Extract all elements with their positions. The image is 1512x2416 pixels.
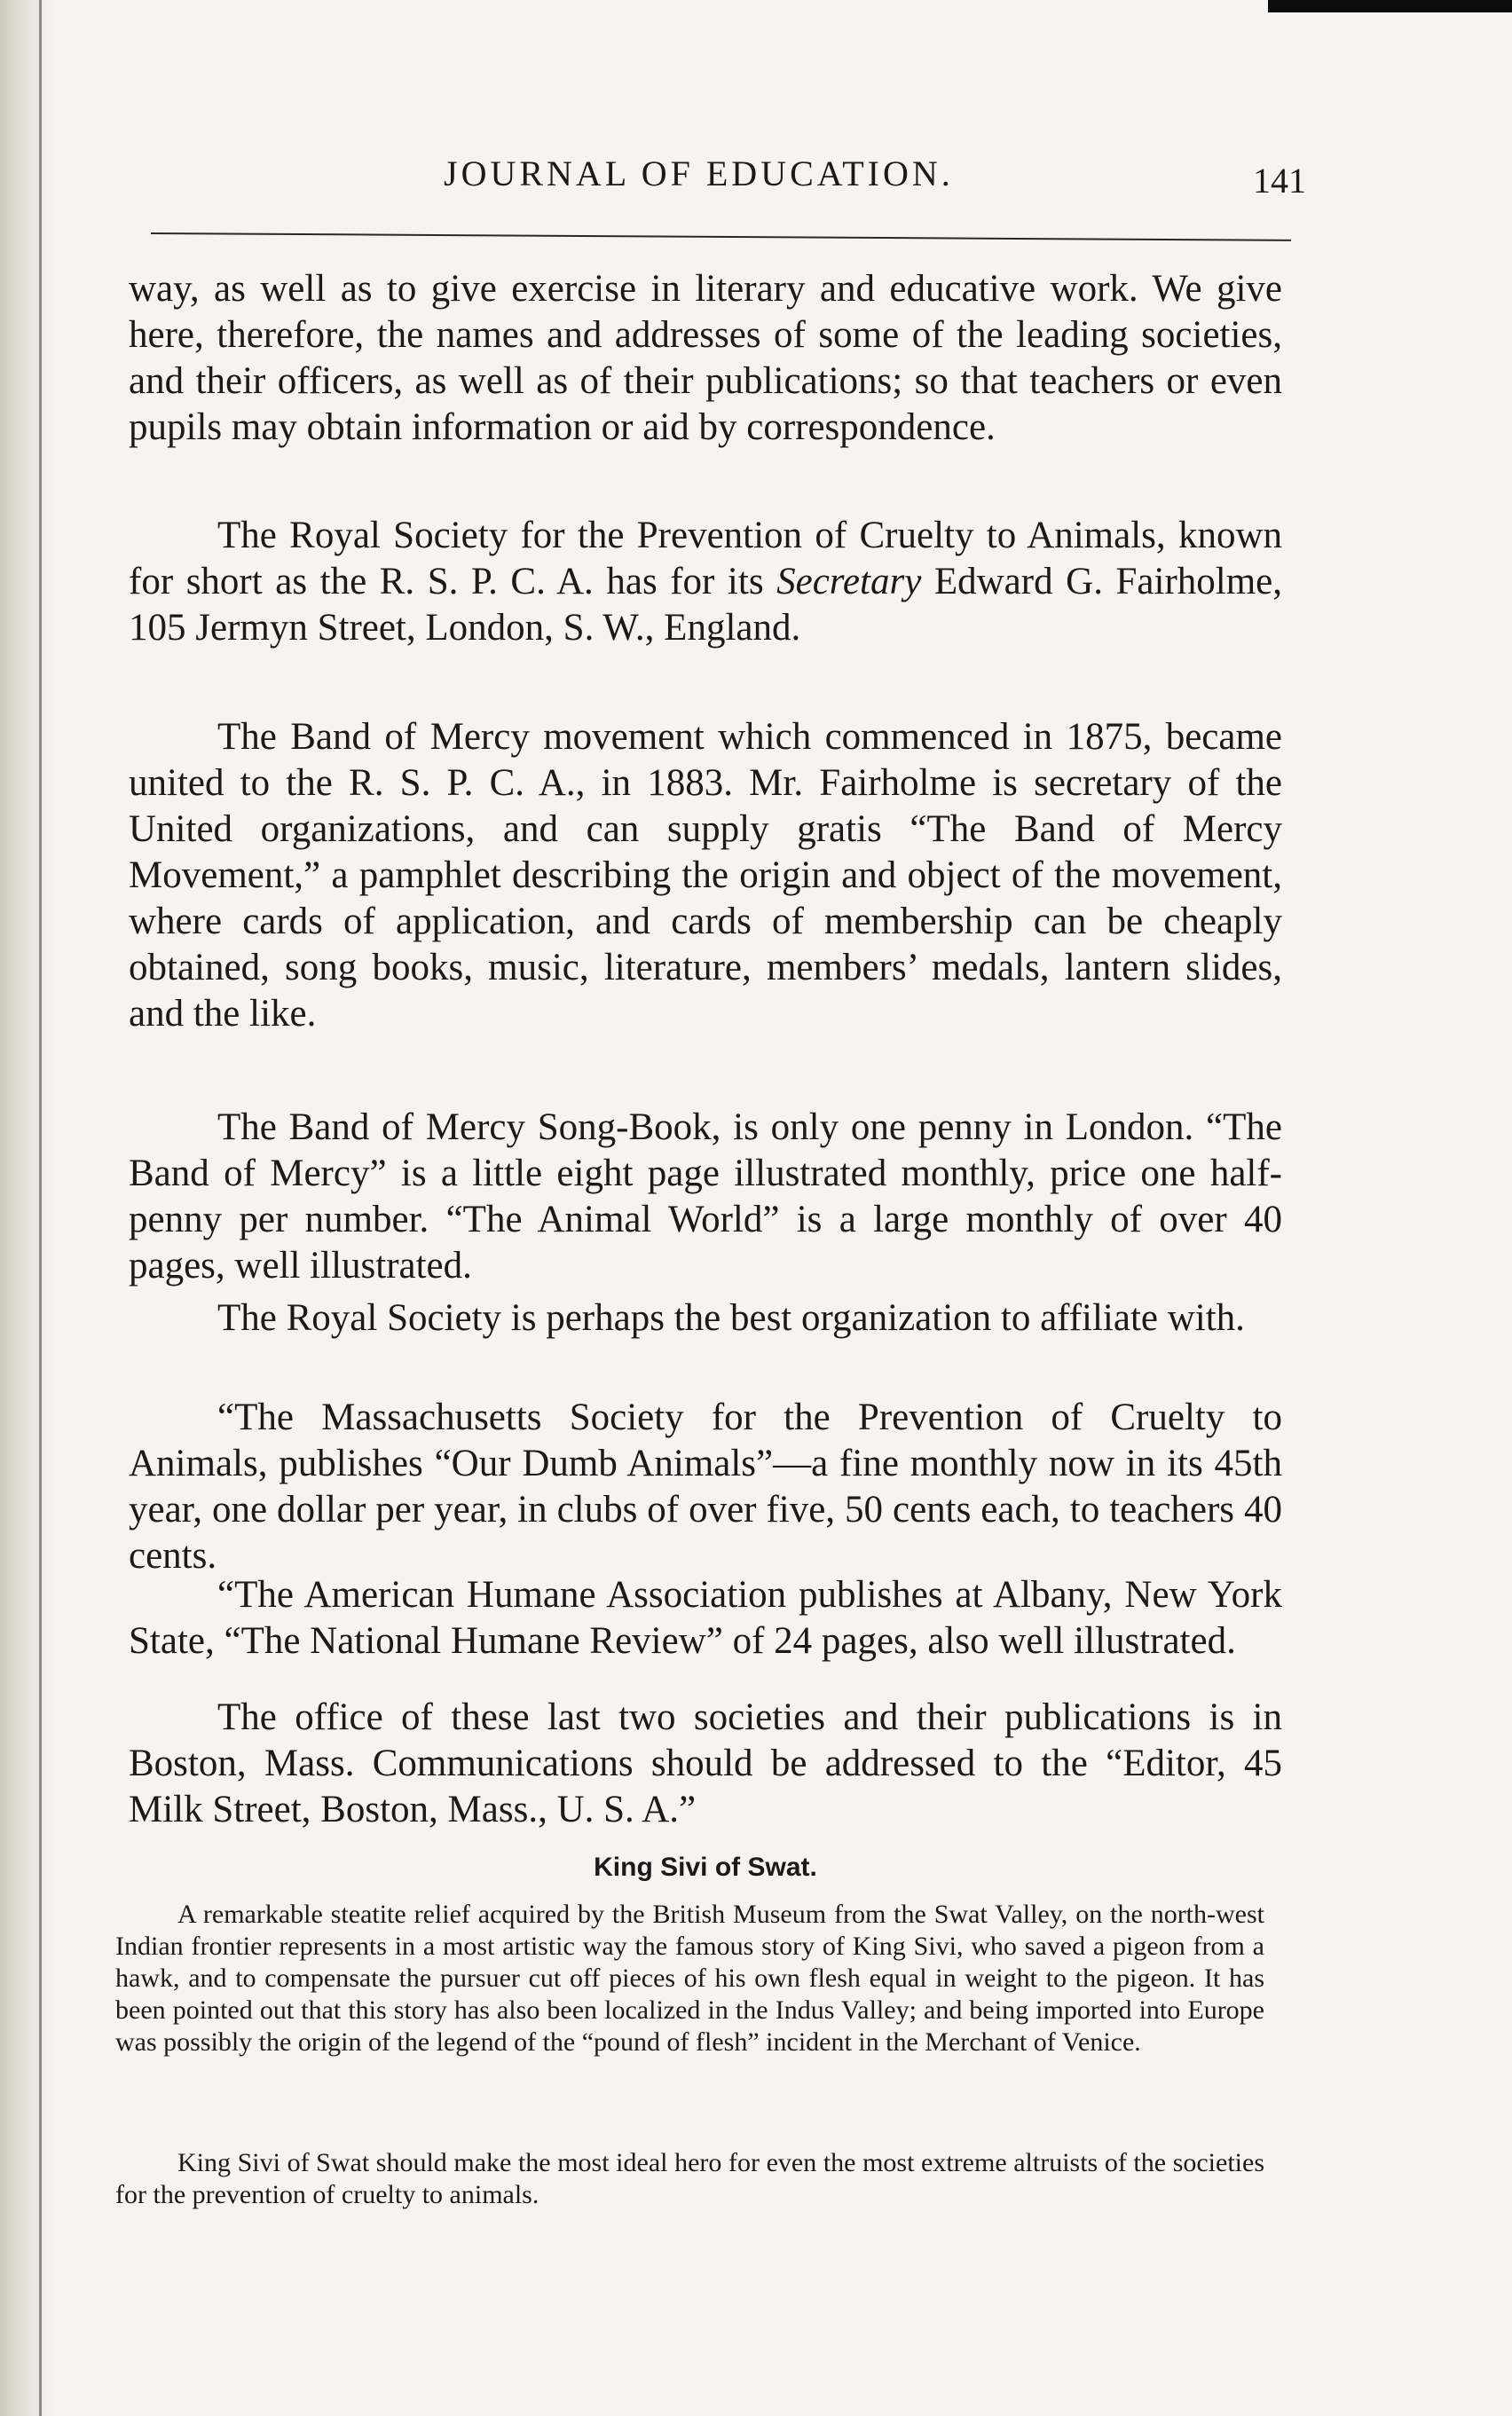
paragraph-rspca-text: The Royal Society for the Prevention of Cruelty to Animals, known for short as the R. S. P. C. A. has for its <box>129 515 1282 602</box>
paragraph-massachusetts: “The Massachusetts Society for the Prevention of Cruelty to Animals, publishes “Our Dumb Animals”—a fine monthly now in its 45th year, one dollar per year, in clubs of over five, 50 cents each, to teachers 40 cents. <box>129 1397 1282 1577</box>
section-paragraph-relief: A remarkable steatite relief acquired by the British Museum from the Swat Valley, on the north-west Indian frontier represents in a most artistic way the famous story of King Sivi, who saved a pigeon from a hawk, and to compensate the pursuer cut off pieces of his own flesh equal in weight to the pigeon. It has been pointed out that this story has also been localized in the Indus Valley; and being imported into Europe was possibly the origin of the legend of the “pound of flesh” incident in the Merchant of Venice. <box>115 1900 1264 2057</box>
paragraph-intro: way, as well as to give exercise in literary and educative work. We give here, therefore, the names and addresses of some of the leading societies, and their officers, as well as of their publications; so that teachers or even pupils may obtain information or aid by correspondence. <box>129 268 1282 448</box>
running-head: JOURNAL OF EDUCATION. <box>444 153 954 193</box>
header-rule <box>151 232 1291 241</box>
section-paragraph-hero: King Sivi of Swat should make the most ideal hero for even the most extreme altruists of the societies for the prevention of cruelty to animals. <box>115 2148 1264 2209</box>
paragraph-royal-society: The Royal Society is perhaps the best organization to affiliate with. <box>217 1297 1245 1339</box>
paragraph-song-book: The Band of Mercy Song-Book, is only one penny in London. “The Band of Mercy” is a little eight page illustrated monthly, price one half-penny per number. “The Animal World” is a large monthly of over 40 pages, well illustrated. <box>129 1106 1282 1287</box>
scan-edge-bar <box>1268 0 1512 12</box>
paragraph-rspca <box>129 513 1282 651</box>
page-number: 141 <box>1253 161 1306 201</box>
page-binding-shadow <box>0 0 53 2416</box>
paragraph-office: The office of these last two societies and their publications is in Boston, Mass. Communications should be addressed to the “Editor, 45 Milk Street, Boston, Mass., U. S. A.” <box>129 1696 1282 1830</box>
section-title: King Sivi of Swat. <box>594 1853 817 1882</box>
paragraph-rspca-rest: Edward G. Fairholme, 105 Jermyn Street, London, S. W., England. <box>129 561 1282 649</box>
paragraph-american-humane: “The American Humane Association publishes at Albany, New York State, “The National Humane Review” of 24 pages, also well illustrated. <box>129 1574 1282 1662</box>
paragraph-rspca-italic: Secretary <box>776 561 922 602</box>
paragraph-band-of-mercy: The Band of Mercy movement which commenced in 1875, became united to the R. S. P. C. A., in 1883. Mr. Fairholme is secretary of the United organizations, and can supply gratis “The Band of Mercy Movement,” a pamphlet describing the origin and object of the movement, where cards of application, and cards of membership can be cheaply obtained, song books, music, literature, members’ medals, lantern slides, and the like. <box>129 716 1282 1035</box>
binding-edge-line <box>39 0 42 2416</box>
